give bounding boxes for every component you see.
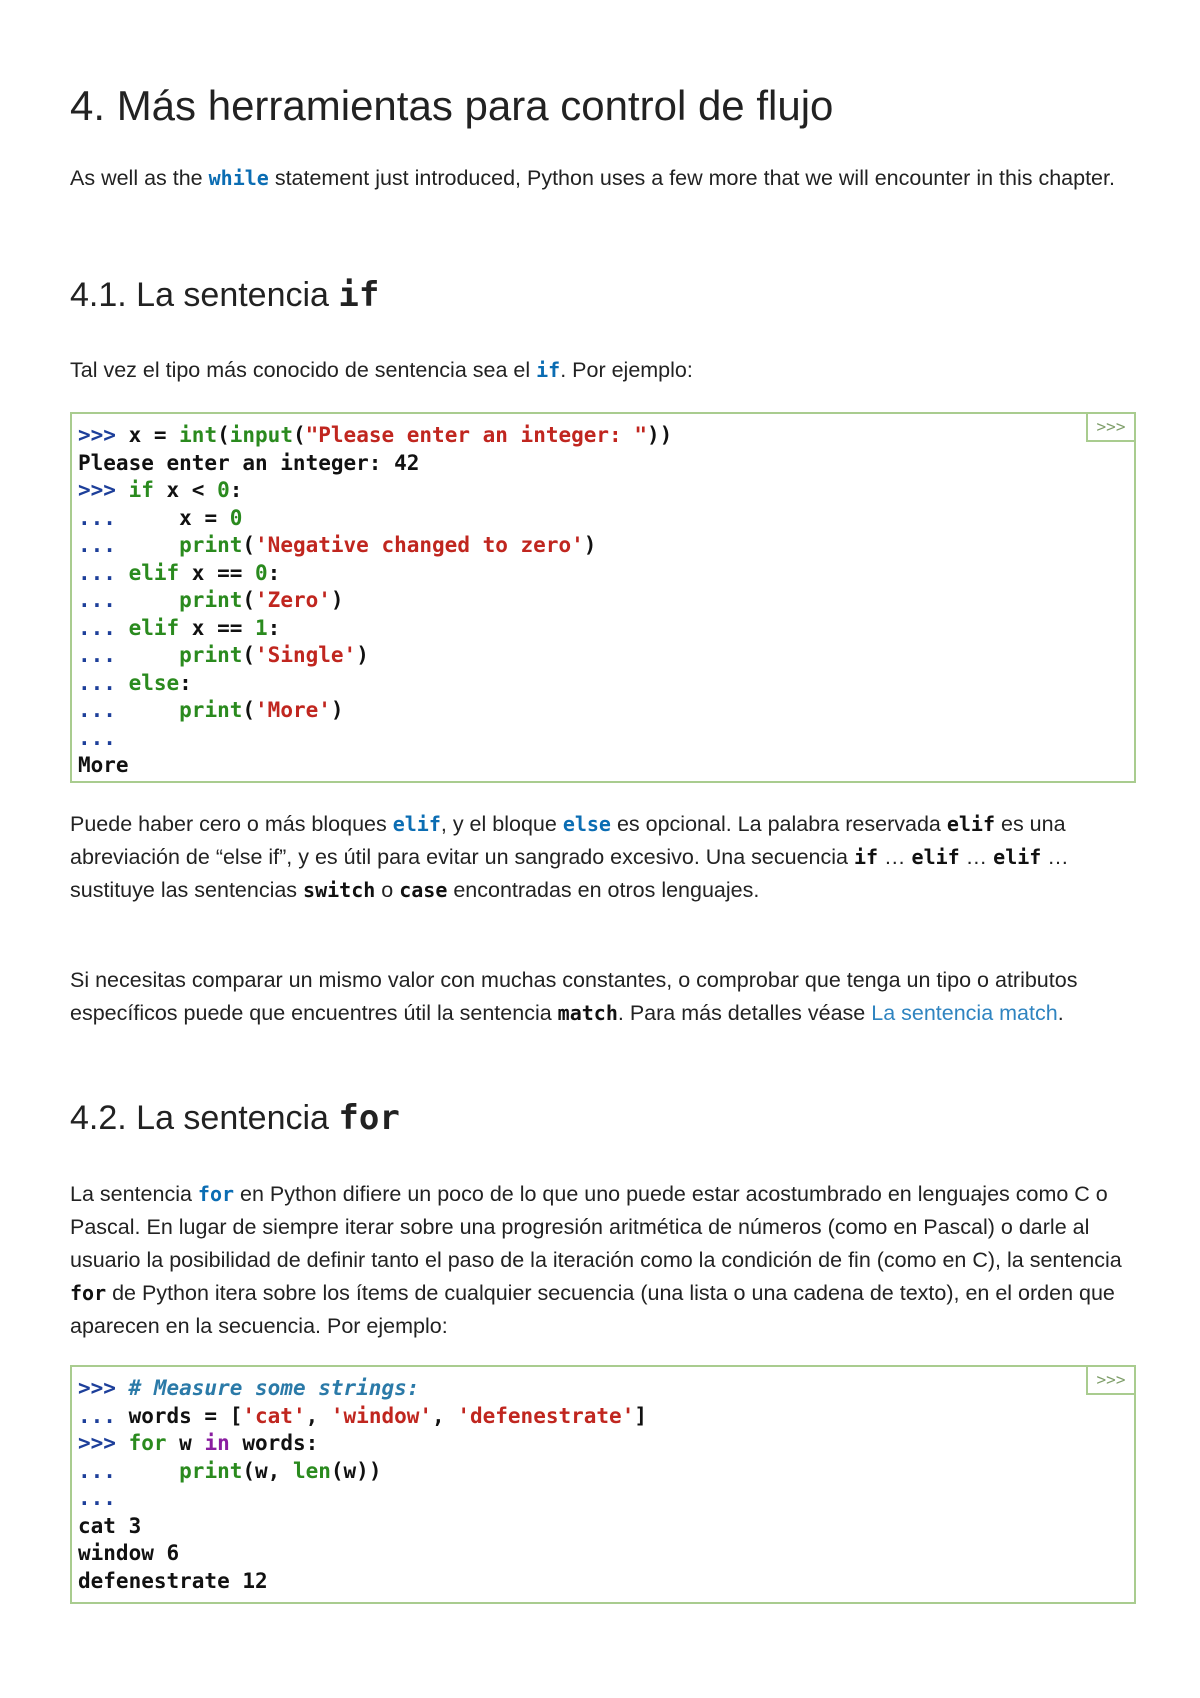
code-token: : [229,478,243,502]
code-token: cat 3 [78,1513,142,1538]
code-content [72,414,1134,788]
code-token: (w)) [330,1458,382,1483]
for-paragraph [70,1178,1142,1343]
code-token: ) [330,588,344,612]
keyword-code-link[interactable]: else [562,812,611,836]
code-block-if [70,412,1136,783]
keyword-code: match [557,1001,618,1025]
code-token: # Measure some strings: [128,1376,420,1400]
intro-text: As well as the [70,166,209,190]
code-token: 'Zero' [255,588,331,612]
code-token: input [229,423,293,447]
code-token: Please enter an integer: 42 [78,450,420,475]
code-token: if [128,478,154,502]
keyword-code: for [70,1281,107,1305]
keyword-code: case [399,878,448,902]
match-statement-link[interactable]: La sentencia match [871,1001,1058,1025]
code-token: ) [330,698,344,722]
code-token: x == [179,560,256,585]
code-token: 'Single' [255,643,357,667]
code-token: ( [242,698,256,722]
code-token: >>> [78,423,129,447]
code-token: print [179,1458,243,1483]
code-token: >>> [78,1376,129,1400]
text: o [375,878,400,902]
code-token: "Please enter an integer: " [305,423,647,447]
code-token: in [204,1431,230,1455]
code-token: print [179,588,243,612]
page-title: 4. Más herramientas para control de flujo [70,82,834,129]
code-token: words: [229,1431,319,1455]
code-token: , [305,1403,331,1428]
text: La sentencia [70,1182,198,1206]
keyword-code: elif [911,845,960,869]
code-token: (w, [242,1458,293,1483]
elif-paragraph [70,808,1142,907]
code-token: x = [179,505,230,530]
keyword-code-link[interactable]: elif [392,812,441,836]
while-code-link[interactable]: while [208,166,269,190]
text: … sustituye las sentencias [70,845,1069,902]
heading-text: 4.1. La sentencia [70,276,339,314]
code-token: ( [242,643,256,667]
text: Si necesitas comparar un mismo valor con muchas constantes, o comprobar que tenga un tipo o atributos específicos puede que encuentres útil la sentencia [70,968,1078,1025]
match-paragraph [70,964,1142,1030]
code-token: 0 [229,505,243,530]
code-token: ] [634,1403,648,1428]
heading-code: for [338,1098,400,1138]
keyword-code: if [853,845,879,869]
code-token: int [179,423,218,447]
code-token: x < [153,478,218,502]
code-token: ... [78,560,129,585]
code-token: ... [78,698,180,722]
code-token: for [128,1431,167,1455]
code-content [72,1367,1134,1603]
code-token: elif [128,560,180,585]
code-token: print [179,533,243,557]
code-token: 0 [255,560,268,585]
copy-prompt-toggle[interactable]: >>> [1086,1365,1136,1395]
text: es una abreviación de “else if”, y es útil para evitar un sangrado excesivo. Una secuencia [70,812,1066,869]
text: . Por ejemplo: [560,358,693,382]
code-token: >>> [78,1431,129,1455]
text: Puede haber cero o más bloques [70,812,393,836]
text: . Para más detalles véase [617,1001,872,1025]
text: en Python difiere un poco de lo que uno puede estar acostumbrado en lenguajes como C o Pascal. En lugar de siempre iterar sobre una progresión aritmética de números (como en Pascal) o darle al usuario la posibilidad de definir tanto el paso de la iteración como la condición de fin (como en C), la sentencia [70,1182,1122,1272]
code-token: w [166,1431,205,1455]
code-token: ) [583,533,597,557]
code-token: ... [78,1458,180,1483]
copy-prompt-toggle[interactable]: >>> [1086,412,1136,442]
code-token: 0 [217,478,230,502]
code-token: More [78,753,129,777]
code-token: x == [179,615,256,640]
if-intro-paragraph [70,354,1142,387]
text: , y el bloque [440,812,563,836]
code-token: 'defenestrate' [457,1403,635,1428]
keyword-code: elif [946,812,996,836]
code-token: 'Negative changed to zero' [255,533,584,557]
code-token: len [292,1458,331,1483]
code-token: x = [128,423,180,447]
code-token: words = [ [128,1403,243,1428]
code-token: , [432,1403,458,1428]
code-token: 'More' [255,698,331,722]
heading-code: if [338,275,380,315]
code-token: ... [78,588,180,612]
code-token: print [179,643,243,667]
text: . [1057,1001,1064,1025]
section-heading-for [70,1098,400,1138]
code-token: 'window' [330,1403,433,1428]
code-token: )) [647,423,673,447]
code-token: ( [217,423,230,447]
text: … [959,845,994,869]
code-token: ... [78,725,116,750]
intro-paragraph [70,162,1142,195]
code-token: ... [78,643,180,667]
intro-text-rest: statement just introduced, Python uses a few more that we will encounter in this chapter. [268,166,1115,190]
text: es opcional. La palabra reservada [610,812,947,836]
keyword-code: switch [303,878,376,902]
code-token: ... [78,533,180,557]
code-token: : [267,560,281,585]
code-token: ... [78,1486,116,1510]
if-code-link[interactable]: if [536,358,561,382]
code-token: defenestrate 12 [78,1568,268,1593]
code-token: : [267,615,281,640]
code-token: elif [128,615,180,640]
keyword-code: elif [993,845,1042,869]
code-token: ( [242,588,256,612]
code-token: print [179,698,243,722]
code-token: ... [78,615,129,640]
code-token: else [128,670,180,695]
text: de Python itera sobre los ítems de cualquier secuencia (una lista o una cadena de texto), en el orden que aparecen en la secuencia. Por ejemplo: [70,1281,1115,1338]
text: encontradas en otros lenguajes. [447,878,760,902]
code-token: ( [242,533,256,557]
code-token: ( [292,423,306,447]
text: Tal vez el tipo más conocido de sentencia sea el [70,358,537,382]
code-token: ... [78,670,129,695]
section-heading-if [70,275,379,315]
code-token: 'cat' [242,1403,306,1428]
code-token: ... [78,1403,129,1428]
code-block-for [70,1365,1136,1604]
code-token: 1 [255,615,268,640]
code-token: ) [356,643,369,667]
code-token: >>> [78,478,129,502]
heading-text: 4.2. La sentencia [70,1099,339,1137]
code-token: ... [78,505,180,530]
code-token: : [179,670,192,695]
code-token: window 6 [78,1541,180,1565]
keyword-code-link[interactable]: for [197,1182,235,1206]
text: … [878,845,912,869]
